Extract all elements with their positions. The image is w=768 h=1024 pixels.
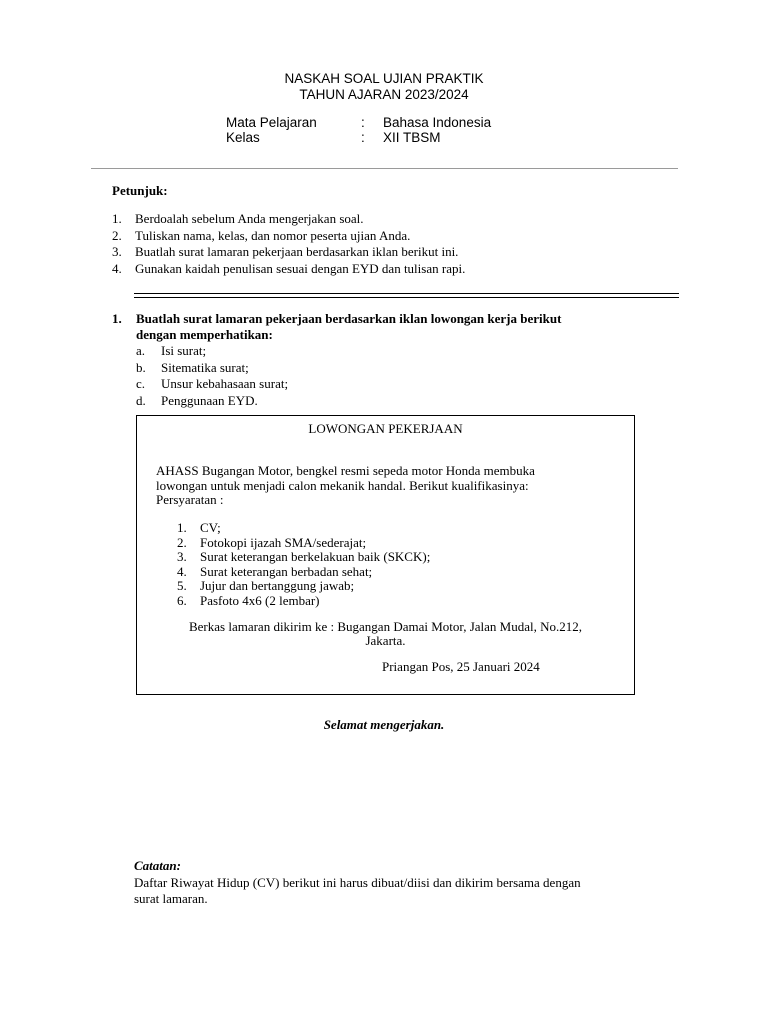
criteria-list: [136, 343, 536, 409]
page-subtitle: TAHUN AJARAN 2023/2024: [299, 87, 469, 102]
meta-subject-colon: :: [361, 115, 365, 130]
instruction-item: [112, 211, 672, 228]
criteria-text: Isi surat;: [161, 343, 207, 358]
meta-subject-row: [226, 115, 546, 131]
instructions-divider: [134, 293, 679, 298]
criteria-item: [136, 343, 536, 360]
requirement-number: 2.: [177, 534, 187, 550]
criteria-letter: a.: [136, 343, 146, 358]
requirement-item: [177, 520, 597, 535]
requirement-item: [177, 593, 597, 608]
job-ad-title: LOWONGAN PEKERJAAN: [308, 421, 463, 436]
meta-class-colon: :: [361, 130, 365, 145]
criteria-item: [136, 393, 536, 410]
requirement-number: 3.: [177, 549, 187, 565]
instruction-item: [112, 228, 672, 245]
instruction-item: [112, 261, 672, 278]
note-text-line1: Daftar Riwayat Hidup (CV) berikut ini harus dibuat/diisi dan dikirim bersama dengan: [134, 875, 581, 890]
instruction-text: Gunakan kaidah penulisan sesuai dengan EYD dan tulisan rapi.: [135, 260, 466, 276]
criteria-letter: b.: [136, 359, 146, 375]
criteria-text: Sitematika surat;: [161, 359, 249, 375]
requirement-text: Fotokopi ijazah SMA/sederajat;: [200, 534, 367, 550]
requirement-number: 6.: [177, 592, 187, 608]
instruction-number: 2.: [112, 227, 122, 243]
criteria-letter: d.: [136, 392, 146, 408]
requirement-text: Surat keterangan berbadan sehat;: [200, 563, 373, 579]
question-text-line2: dengan memperhatikan:: [136, 327, 273, 342]
note-heading: Catatan:: [134, 858, 181, 873]
note-text-line2: surat lamaran.: [134, 891, 208, 906]
criteria-text: Penggunaan EYD.: [161, 392, 258, 408]
instruction-text: Berdoalah sebelum Anda mengerjakan soal.: [135, 211, 364, 226]
requirement-text: Surat keterangan berkelakuan baik (SKCK);: [200, 549, 431, 565]
closing-text: Selamat mengerjakan.: [323, 717, 445, 732]
requirement-text: Pasfoto 4x6 (2 lembar): [200, 592, 320, 608]
criteria-item: [136, 360, 536, 377]
instruction-text: Buatlah surat lamaran pekerjaan berdasarkan iklan berikut ini.: [135, 244, 459, 259]
job-ad-send-line1: Berkas lamaran dikirim ke : Bugangan Damai Motor, Jalan Mudal, No.212,: [188, 619, 582, 634]
meta-class-row: [226, 130, 546, 146]
requirement-item: [177, 549, 597, 564]
job-ad-intro-line2: lowongan untuk menjadi calon mekanik handal. Berikut kualifikasinya:: [156, 478, 529, 493]
requirement-item: [177, 535, 597, 550]
requirement-number: 5.: [177, 578, 187, 594]
question-number: 1.: [112, 311, 122, 326]
requirement-number: 4.: [177, 563, 187, 579]
job-ad-intro-line1: AHASS Bugangan Motor, bengkel resmi sepeda motor Honda membuka: [156, 463, 535, 478]
requirements-label: Persyaratan :: [156, 492, 224, 507]
instruction-number: 3.: [112, 244, 122, 259]
instructions-heading: Petunjuk:: [112, 183, 168, 198]
instruction-number: 1.: [112, 211, 122, 226]
job-ad-box: [136, 415, 635, 695]
criteria-letter: c.: [136, 376, 146, 391]
requirement-item: [177, 564, 597, 579]
meta-subject-value: Bahasa Indonesia: [383, 115, 492, 130]
requirement-text: CV;: [200, 520, 221, 535]
question-text-line1: Buatlah surat lamaran pekerjaan berdasarkan iklan lowongan kerja berikut: [136, 311, 562, 326]
meta-class-label: Kelas: [226, 130, 260, 145]
criteria-item: [136, 376, 536, 393]
header-divider: [91, 168, 678, 169]
meta-subject-label: Mata Pelajaran: [226, 115, 317, 130]
requirement-item: [177, 578, 597, 593]
instruction-item: [112, 244, 672, 261]
meta-class-value: XII TBSM: [383, 130, 441, 145]
job-ad-send-line2: Jakarta.: [365, 633, 406, 648]
page-title: NASKAH SOAL UJIAN PRAKTIK: [284, 71, 484, 86]
requirement-text: Jujur dan bertanggung jawab;: [200, 578, 355, 594]
instruction-number: 4.: [112, 260, 122, 276]
criteria-text: Unsur kebahasaan surat;: [161, 376, 289, 391]
instructions-list: [112, 211, 672, 277]
job-ad-source: Priangan Pos, 25 Januari 2024: [382, 659, 540, 674]
requirement-number: 1.: [177, 520, 187, 535]
requirements-list: [177, 520, 597, 608]
instruction-text: Tuliskan nama, kelas, dan nomor peserta ujian Anda.: [135, 227, 411, 243]
